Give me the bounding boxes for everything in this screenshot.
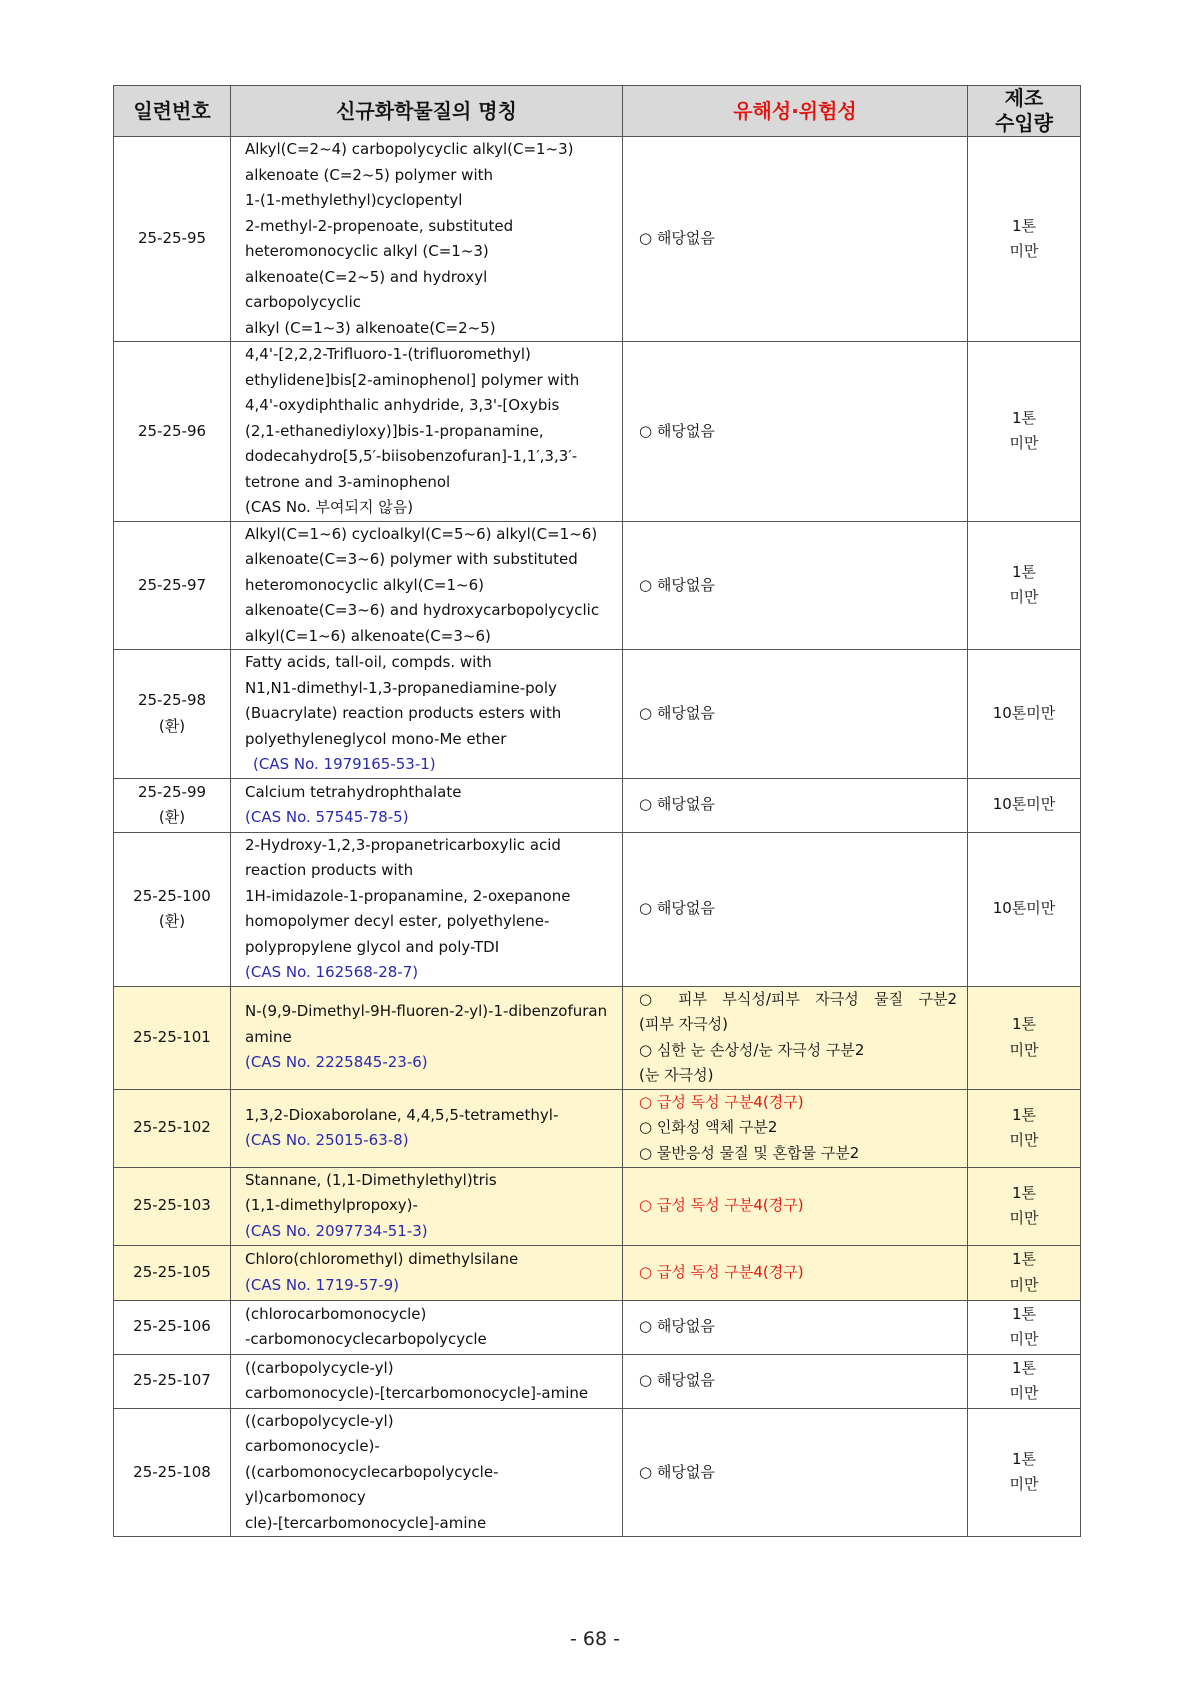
table-header-row [114,86,1081,137]
hazard-cell [623,1408,968,1537]
header-hazard: 유해성·위험성 [623,86,968,137]
amount-line1: 1톤 [1011,1250,1037,1268]
table-row [114,778,1081,832]
chemical-name-line: Fatty acids, tall-oil, compds. with [245,653,492,671]
chemical-name-line: 2-methyl-2-propenoate, substituted [245,216,514,235]
amount-line1: 1톤 [1011,1183,1037,1202]
page-number: - 68 - [570,1628,620,1650]
chemical-name-line: tetrone and 3-aminophenol [245,472,451,491]
cas-number: (CAS No. 2225845-23-6) [245,1053,428,1072]
amount-line2: 미만 [1009,1384,1039,1402]
chemical-name-cell [231,1089,623,1167]
chemical-name-line: homopolymer decyl ester, polyethylene- [245,912,550,930]
serial-number: 25-25-105 [133,1262,211,1281]
amount-line2: 미만 [1009,1275,1039,1294]
chemical-name-line: alkyl(C=1~6) alkenoate(C=3~6) [245,626,491,645]
chemical-name-line: -carbomonocyclecarbopolycycle [245,1330,487,1348]
amount-line1: 10톤미만 [992,704,1056,722]
table-row [114,1408,1081,1537]
serial-number: 25-25-100 [133,886,211,905]
hazard-cell [623,1300,968,1354]
serial-cell [114,986,231,1089]
serial-cell [114,1245,231,1300]
serial-number: 25-25-97 [137,575,207,594]
chemical-name-line: Alkyl(C=1~6) cycloalkyl(C=5~6) alkyl(C=1~6) [245,524,598,543]
chemical-name-line: Chloro(chloromethyl) dimethylsilane [245,1250,519,1268]
amount-line1: 10톤미만 [992,899,1056,918]
amount-line1: 1톤 [1011,1304,1037,1323]
amount-line1: 1톤 [1011,1358,1037,1377]
amount-line1: 10톤미만 [992,795,1056,814]
chemical-name-cell [231,1300,623,1354]
serial-cell [114,1408,231,1537]
serial-number: 25-25-107 [133,1371,211,1390]
chemical-name-cell [231,1167,623,1245]
chemical-name-line: alkyl (C=1~3) alkenoate(C=2~5) [245,318,496,337]
hazard-cell [623,1354,968,1408]
hazard-cell [623,650,968,779]
chemical-name-line: alkenoate (C=2~5) polymer with [245,165,494,184]
amount-line2: 미만 [1009,434,1039,453]
cas-number: (CAS No. 1979165-53-1) [253,755,436,773]
amount-line2: 미만 [1009,588,1039,607]
serial-note: (환) [158,912,186,930]
chemical-name-cell [231,1408,623,1537]
amount-cell [968,778,1081,832]
chemical-name-line: N1,N1-dimethyl-1,3-propanediamine-poly [245,678,557,697]
amount-line1: 1톤 [1011,408,1037,427]
chemical-name-line: Stannane, (1,1-Dimethylethyl)tris [245,1170,497,1189]
serial-number: 25-25-108 [133,1462,211,1481]
serial-number: 25-25-96 [137,421,207,440]
chemical-name-line: 4,4'-oxydiphthalic anhydride, 3,3'-[Oxybis [245,396,560,414]
table-row [114,1245,1081,1300]
chemical-name-line: N-(9,9-Dimethyl-9H-fluoren-2-yl)-1-dibenzofuran [245,1002,608,1021]
table-row [114,1300,1081,1354]
chemical-name-cell [231,986,623,1089]
hazard-item: ○ 해당없음 [639,1317,715,1336]
serial-cell [114,1167,231,1245]
chemical-name-line: heteromonocyclic alkyl (C=1~3) [245,242,489,260]
hazard-item: ○ 급성 독성 구분4(경구) [639,1262,804,1281]
amount-cell [968,521,1081,650]
amount-line1: 1톤 [1011,1105,1037,1124]
hazard-item: ○ 해당없음 [639,704,715,722]
hazard-cell [623,1089,968,1167]
amount-line2: 미만 [1009,1209,1039,1227]
hazard-cell [623,137,968,342]
hazard-item: ○ 해당없음 [639,1371,715,1390]
chemical-table [113,85,1081,1537]
table-row [114,986,1081,1089]
chemical-name-line: ethylidene]bis[2-aminophenol] polymer with [245,370,580,389]
hazard-cell [623,1167,968,1245]
amount-line1: 1톤 [1011,562,1037,581]
serial-cell [114,342,231,522]
hazard-item: ○ 해당없음 [639,421,715,440]
chemical-name-line: carbomonocycle)- [245,1437,380,1455]
chemical-name-line: polyethyleneglycol mono-Me ether [245,729,507,748]
chemical-name-line: alkenoate(C=3~6) polymer with substituted [245,550,578,568]
serial-number: 25-25-99 [137,782,207,801]
chemical-name-cell [231,778,623,832]
chemical-name-line: (CAS No. 부여되지 않음) [245,498,414,516]
chemical-name-line: reaction products with [245,861,414,879]
amount-cell [968,832,1081,986]
cas-number: (CAS No. 2097734-51-3) [245,1221,428,1240]
serial-note: (환) [158,808,186,826]
hazard-item: ○ 피부 부식성/피부 자극성 물질 구분2 [639,989,957,1008]
amount-cell [968,1245,1081,1300]
chemical-name-line: 1,3,2-Dioxaborolane, 4,4,5,5-tetramethyl- [245,1105,559,1124]
hazard-cell [623,986,968,1089]
amount-line1: 1톤 [1011,1015,1037,1033]
amount-cell [968,1408,1081,1537]
amount-cell [968,986,1081,1089]
chemical-name-line: 2-Hydroxy-1,2,3-propanetricarboxylic acid [245,835,561,854]
table-row [114,832,1081,986]
chemical-name-cell [231,1354,623,1408]
serial-cell [114,1300,231,1354]
amount-cell [968,342,1081,522]
cas-number: (CAS No. 162568-28-7) [245,963,419,981]
amount-line1: 1톤 [1011,216,1037,235]
chemical-name-line: (chlorocarbomonocycle) [245,1304,427,1323]
amount-cell [968,650,1081,779]
table-row [114,342,1081,522]
hazard-item: (눈 자극성) [639,1066,714,1084]
serial-number: 25-25-102 [133,1118,211,1137]
hazard-item: ○ 해당없음 [639,899,715,918]
serial-cell [114,832,231,986]
chemical-name-line: carbomonocycle)-[tercarbomonocycle]-amine [245,1384,589,1402]
amount-line1: 1톤 [1011,1449,1037,1468]
chemical-name-line: (Buacrylate) reaction products esters with [245,704,562,722]
table-row [114,137,1081,342]
header-amount-line1: 제조 [1004,86,1044,110]
hazard-item: ○ 해당없음 [639,575,715,594]
chemical-name-line: cle)-[tercarbomonocycle]-amine [245,1513,487,1532]
serial-cell [114,650,231,779]
chemical-name-line: dodecahydro[5,5′-biisobenzofuran]-1,1′,3,3′- [245,447,578,465]
hazard-item: (피부 자극성) [639,1015,728,1033]
chemical-name-cell [231,342,623,522]
chemical-name-line: polypropylene glycol and poly-TDI [245,937,500,956]
hazard-item: ○ 급성 독성 구분4(경구) [639,1196,804,1215]
chemical-name-line: ((carbomonocyclecarbopolycycle-yl)carbomonocy [245,1462,499,1506]
chemical-name-cell [231,521,623,650]
table-row [114,1089,1081,1167]
serial-cell [114,137,231,342]
hazard-item: ○ 급성 독성 구분4(경구) [639,1092,804,1111]
serial-number: 25-25-95 [137,229,207,248]
header-amount [968,86,1081,137]
hazard-item: ○ 해당없음 [639,795,715,814]
table-row [114,1354,1081,1408]
serial-note: (환) [158,716,186,735]
chemical-name-cell [231,832,623,986]
chemical-name-line: alkenoate(C=2~5) and hydroxyl carbopolycyclic [245,267,488,311]
chemical-name-cell [231,137,623,342]
serial-number: 25-25-98 [137,691,207,710]
chemical-name-line: (2,1-ethanediyloxy)]bis-1-propanamine, [245,421,544,440]
header-name: 신규화학물질의 명칭 [231,86,623,137]
amount-cell [968,1354,1081,1408]
hazard-cell [623,832,968,986]
chemical-name-line: alkenoate(C=3~6) and hydroxycarbopolycyclic [245,601,600,619]
amount-cell [968,1300,1081,1354]
table-row [114,1167,1081,1245]
chemical-name-line: 1-(1-methylethyl)cyclopentyl [245,191,463,209]
cas-number: (CAS No. 25015-63-8) [245,1131,409,1149]
hazard-item: ○ 물반응성 물질 및 혼합물 구분2 [639,1143,860,1162]
chemical-name-cell [231,650,623,779]
table-row [114,650,1081,779]
header-amount-line2: 수입량 [995,111,1053,135]
amount-line2: 미만 [1009,1330,1039,1348]
hazard-item: ○ 해당없음 [639,229,715,248]
hazard-cell [623,1245,968,1300]
serial-cell [114,1354,231,1408]
header-serial: 일련번호 [114,86,231,137]
chemical-name-line: ((carbopolycycle-yl) [245,1358,394,1377]
chemical-name-line: (1,1-dimethylpropoxy)- [245,1196,418,1215]
hazard-item: ○ 인화성 액체 구분2 [639,1118,778,1137]
chemical-name-line: Alkyl(C=2~4) carbopolycyclic alkyl(C=1~3) [245,140,574,158]
serial-number: 25-25-106 [133,1317,211,1336]
amount-cell [968,1089,1081,1167]
serial-cell [114,521,231,650]
amount-line2: 미만 [1009,1475,1039,1494]
chemical-name-line: 4,4'-[2,2,2-Trifluoro-1-(trifluoromethyl) [245,345,531,363]
cas-number: (CAS No. 57545-78-5) [245,808,409,826]
cas-number: (CAS No. 1719-57-9) [245,1275,400,1294]
hazard-item: ○ 심한 눈 손상성/눈 자극성 구분2 [639,1040,865,1059]
chemical-name-line: amine [245,1027,292,1046]
chemical-name-cell [231,1245,623,1300]
serial-cell [114,1089,231,1167]
serial-number: 25-25-101 [133,1027,211,1046]
serial-number: 25-25-103 [133,1196,211,1215]
amount-line2: 미만 [1009,1040,1039,1059]
chemical-name-line: 1H-imidazole-1-propanamine, 2-oxepanone [245,886,571,905]
amount-line2: 미만 [1009,1131,1039,1149]
serial-cell [114,778,231,832]
table-row [114,521,1081,650]
amount-line2: 미만 [1009,242,1039,260]
chemical-name-line: heteromonocyclic alkyl(C=1~6) [245,575,485,594]
amount-cell [968,1167,1081,1245]
amount-cell [968,137,1081,342]
hazard-cell [623,778,968,832]
hazard-cell [623,521,968,650]
chemical-name-line: Calcium tetrahydrophthalate [245,782,462,801]
chemical-name-line: ((carbopolycycle-yl) [245,1411,394,1430]
hazard-cell [623,342,968,522]
hazard-item: ○ 해당없음 [639,1462,715,1481]
